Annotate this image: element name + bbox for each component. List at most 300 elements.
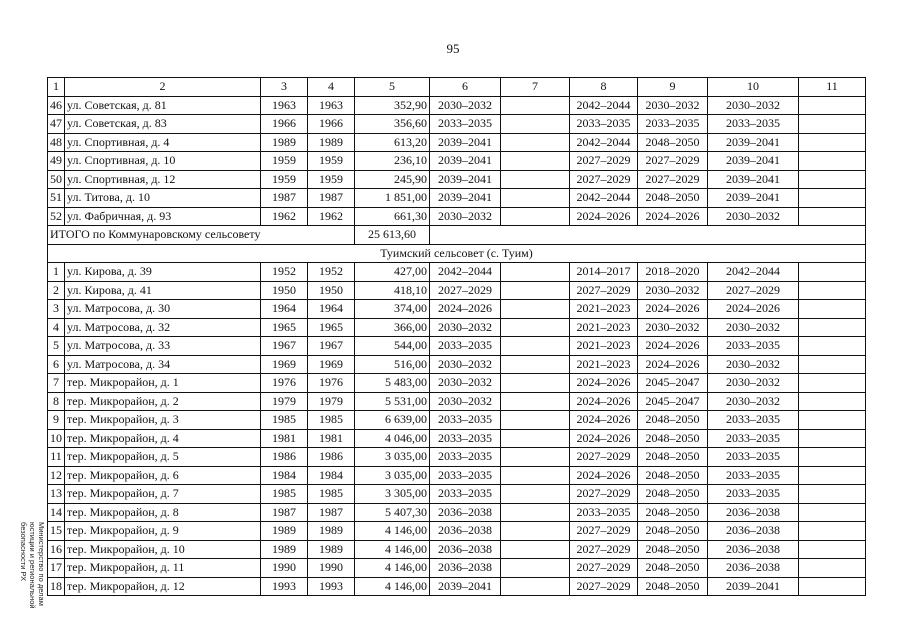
period-col10-cell: 2030–2032 <box>708 355 799 374</box>
row-number-cell: 16 <box>48 540 65 559</box>
period-col11-cell <box>799 522 866 541</box>
period-col9-cell: 2048–2050 <box>638 522 708 541</box>
row-number-cell: 52 <box>48 207 65 226</box>
period-col6-cell: 2042–2044 <box>430 263 501 282</box>
period-col7-cell <box>501 355 570 374</box>
period-col9-cell: 2030–2032 <box>638 96 708 115</box>
period-col7-cell <box>501 170 570 189</box>
period-col7-cell <box>501 207 570 226</box>
area-cell: 3 035,00 <box>355 466 430 485</box>
row-number-cell: 1 <box>48 263 65 282</box>
period-col6-cell: 2036–2038 <box>430 522 501 541</box>
period-col9-cell: 2048–2050 <box>638 429 708 448</box>
area-cell: 4 146,00 <box>355 559 430 578</box>
period-col7-cell <box>501 189 570 208</box>
period-col7-cell <box>501 429 570 448</box>
table-row <box>48 485 866 504</box>
period-col11-cell <box>799 466 866 485</box>
table-row <box>48 577 866 596</box>
area-cell: 1 851,00 <box>355 189 430 208</box>
period-col9-cell: 2027–2029 <box>638 152 708 171</box>
row-number-cell: 13 <box>48 485 65 504</box>
table-row <box>48 448 866 467</box>
period-col9-cell: 2024–2026 <box>638 337 708 356</box>
row-number-cell: 48 <box>48 133 65 152</box>
period-col6-cell: 2039–2041 <box>430 170 501 189</box>
period-col10-cell: 2030–2032 <box>708 374 799 393</box>
year-commissioned-cell: 1985 <box>308 411 355 430</box>
period-col7-cell <box>501 374 570 393</box>
address-cell: тер. Микрорайон, д. 5 <box>65 448 261 467</box>
address-cell: тер. Микрорайон, д. 12 <box>65 577 261 596</box>
period-col8-cell: 2027–2029 <box>570 522 638 541</box>
period-col10-cell: 2033–2035 <box>708 485 799 504</box>
table-row <box>48 263 866 282</box>
period-col7-cell <box>501 577 570 596</box>
address-cell: ул. Кирова, д. 39 <box>65 263 261 282</box>
period-col6-cell: 2030–2032 <box>430 96 501 115</box>
year-built-cell: 1976 <box>261 374 308 393</box>
row-number-cell: 6 <box>48 355 65 374</box>
period-col10-cell: 2036–2038 <box>708 503 799 522</box>
address-cell: тер. Микрорайон, д. 4 <box>65 429 261 448</box>
table-row <box>48 189 866 208</box>
year-built-cell: 1964 <box>261 300 308 319</box>
col-header-3: 3 <box>261 78 308 97</box>
col-header-4: 4 <box>308 78 355 97</box>
area-cell: 418,10 <box>355 281 430 300</box>
year-commissioned-cell: 1963 <box>308 96 355 115</box>
year-built-cell: 1989 <box>261 133 308 152</box>
period-col8-cell: 2024–2026 <box>570 374 638 393</box>
address-cell: ул. Советская, д. 81 <box>65 96 261 115</box>
address-cell: тер. Микрорайон, д. 9 <box>65 522 261 541</box>
period-col6-cell: 2033–2035 <box>430 448 501 467</box>
row-number-cell: 18 <box>48 577 65 596</box>
period-col8-cell: 2024–2026 <box>570 429 638 448</box>
area-cell: 4 146,00 <box>355 577 430 596</box>
period-col8-cell: 2024–2026 <box>570 466 638 485</box>
period-col10-cell: 2030–2032 <box>708 96 799 115</box>
table-row <box>48 133 866 152</box>
period-col7-cell <box>501 448 570 467</box>
period-col7-cell <box>501 540 570 559</box>
period-col7-cell <box>501 392 570 411</box>
year-commissioned-cell: 1976 <box>308 374 355 393</box>
row-number-cell: 14 <box>48 503 65 522</box>
table-row <box>48 559 866 578</box>
period-col11-cell <box>799 392 866 411</box>
table-row <box>48 374 866 393</box>
period-col11-cell <box>799 318 866 337</box>
year-commissioned-cell: 1990 <box>308 559 355 578</box>
row-number-cell: 2 <box>48 281 65 300</box>
section-title-row <box>48 244 866 263</box>
period-col10-cell: 2033–2035 <box>708 466 799 485</box>
period-col8-cell: 2021–2023 <box>570 318 638 337</box>
period-col8-cell: 2021–2023 <box>570 355 638 374</box>
period-col7-cell <box>501 115 570 134</box>
period-col11-cell <box>799 281 866 300</box>
row-number-cell: 3 <box>48 300 65 319</box>
area-cell: 661,30 <box>355 207 430 226</box>
period-col6-cell: 2036–2038 <box>430 503 501 522</box>
col-header-11: 11 <box>799 78 866 97</box>
year-commissioned-cell: 1966 <box>308 115 355 134</box>
period-col7-cell <box>501 152 570 171</box>
table-row <box>48 300 866 319</box>
period-col10-cell: 2039–2041 <box>708 577 799 596</box>
table-row <box>48 115 866 134</box>
year-built-cell: 1963 <box>261 96 308 115</box>
period-col8-cell: 2042–2044 <box>570 96 638 115</box>
period-col6-cell: 2033–2035 <box>430 411 501 430</box>
period-col9-cell: 2045–2047 <box>638 392 708 411</box>
address-cell: ул. Спортивная, д. 12 <box>65 170 261 189</box>
period-col7-cell <box>501 411 570 430</box>
period-col11-cell <box>799 189 866 208</box>
period-col9-cell: 2027–2029 <box>638 170 708 189</box>
stamp-line-3: безопасности РХ <box>19 522 28 582</box>
year-built-cell: 1952 <box>261 263 308 282</box>
year-built-cell: 1966 <box>261 115 308 134</box>
period-col6-cell: 2039–2041 <box>430 577 501 596</box>
col-header-7: 7 <box>501 78 570 97</box>
table-row <box>48 318 866 337</box>
period-col9-cell: 2048–2050 <box>638 411 708 430</box>
year-commissioned-cell: 1962 <box>308 207 355 226</box>
year-commissioned-cell: 1967 <box>308 337 355 356</box>
period-col10-cell: 2039–2041 <box>708 152 799 171</box>
period-col6-cell: 2036–2038 <box>430 559 501 578</box>
period-col9-cell: 2048–2050 <box>638 559 708 578</box>
year-built-cell: 1985 <box>261 411 308 430</box>
period-col7-cell <box>501 522 570 541</box>
period-col7-cell <box>501 133 570 152</box>
area-cell: 236,10 <box>355 152 430 171</box>
area-cell: 5 483,00 <box>355 374 430 393</box>
col-header-6: 6 <box>430 78 501 97</box>
area-cell: 374,00 <box>355 300 430 319</box>
row-number-cell: 5 <box>48 337 65 356</box>
stamp-text <box>19 522 46 632</box>
period-col9-cell: 2030–2032 <box>638 318 708 337</box>
row-number-cell: 4 <box>48 318 65 337</box>
period-col10-cell: 2039–2041 <box>708 170 799 189</box>
period-col7-cell <box>501 300 570 319</box>
stamp-line-1: Министерство по делам <box>37 522 46 606</box>
period-col7-cell <box>501 503 570 522</box>
year-built-cell: 1967 <box>261 337 308 356</box>
section-title: Туимский сельсовет (с. Туим) <box>48 244 866 263</box>
period-col9-cell: 2048–2050 <box>638 466 708 485</box>
year-built-cell: 1990 <box>261 559 308 578</box>
period-col8-cell: 2027–2029 <box>570 559 638 578</box>
area-cell: 5 407,30 <box>355 503 430 522</box>
address-cell: тер. Микрорайон, д. 8 <box>65 503 261 522</box>
period-col8-cell: 2027–2029 <box>570 281 638 300</box>
period-col10-cell: 2039–2041 <box>708 133 799 152</box>
address-cell: тер. Микрорайон, д. 6 <box>65 466 261 485</box>
area-cell: 544,00 <box>355 337 430 356</box>
period-col9-cell: 2030–2032 <box>638 281 708 300</box>
period-col11-cell <box>799 152 866 171</box>
address-cell: ул. Матросова, д. 30 <box>65 300 261 319</box>
row-number-cell: 8 <box>48 392 65 411</box>
year-commissioned-cell: 1964 <box>308 300 355 319</box>
period-col8-cell: 2021–2023 <box>570 337 638 356</box>
period-col11-cell <box>799 96 866 115</box>
address-cell: тер. Микрорайон, д. 1 <box>65 374 261 393</box>
period-col9-cell: 2045–2047 <box>638 374 708 393</box>
year-built-cell: 1989 <box>261 522 308 541</box>
registration-stamp <box>10 522 46 632</box>
year-built-cell: 1979 <box>261 392 308 411</box>
period-col8-cell: 2042–2044 <box>570 189 638 208</box>
period-col11-cell <box>799 411 866 430</box>
period-col10-cell: 2027–2029 <box>708 281 799 300</box>
period-col11-cell <box>799 429 866 448</box>
row-number-cell: 49 <box>48 152 65 171</box>
period-col7-cell <box>501 559 570 578</box>
row-number-cell: 10 <box>48 429 65 448</box>
area-cell: 4 146,00 <box>355 522 430 541</box>
period-col7-cell <box>501 263 570 282</box>
row-number-cell: 15 <box>48 522 65 541</box>
period-col8-cell: 2027–2029 <box>570 448 638 467</box>
year-commissioned-cell: 1965 <box>308 318 355 337</box>
period-col10-cell: 2024–2026 <box>708 300 799 319</box>
row-number-cell: 9 <box>48 411 65 430</box>
area-cell: 516,00 <box>355 355 430 374</box>
address-cell: ул. Матросова, д. 34 <box>65 355 261 374</box>
year-commissioned-cell: 1986 <box>308 448 355 467</box>
address-cell: ул. Советская, д. 83 <box>65 115 261 134</box>
period-col6-cell: 2030–2032 <box>430 207 501 226</box>
address-cell: тер. Микрорайон, д. 11 <box>65 559 261 578</box>
address-cell: ул. Спортивная, д. 4 <box>65 133 261 152</box>
table-row <box>48 152 866 171</box>
year-commissioned-cell: 1979 <box>308 392 355 411</box>
address-cell: тер. Микрорайон, д. 10 <box>65 540 261 559</box>
period-col8-cell: 2027–2029 <box>570 170 638 189</box>
period-col10-cell: 2033–2035 <box>708 429 799 448</box>
col-header-2: 2 <box>65 78 261 97</box>
period-col10-cell: 2030–2032 <box>708 392 799 411</box>
area-cell: 356,60 <box>355 115 430 134</box>
row-number-cell: 11 <box>48 448 65 467</box>
table-row <box>48 281 866 300</box>
period-col8-cell: 2024–2026 <box>570 392 638 411</box>
stamp-line-2: юстиции и региональной <box>28 522 37 609</box>
period-col11-cell <box>799 448 866 467</box>
year-built-cell: 1989 <box>261 540 308 559</box>
table-row <box>48 466 866 485</box>
year-built-cell: 1985 <box>261 485 308 504</box>
period-col10-cell: 2033–2035 <box>708 337 799 356</box>
year-commissioned-cell: 1989 <box>308 522 355 541</box>
period-col6-cell: 2033–2035 <box>430 115 501 134</box>
period-col9-cell: 2048–2050 <box>638 503 708 522</box>
period-col6-cell: 2033–2035 <box>430 485 501 504</box>
row-number-cell: 7 <box>48 374 65 393</box>
period-col9-cell: 2024–2026 <box>638 355 708 374</box>
period-col6-cell: 2030–2032 <box>430 392 501 411</box>
period-col10-cell: 2036–2038 <box>708 559 799 578</box>
address-cell: ул. Матросова, д. 32 <box>65 318 261 337</box>
period-col8-cell: 2024–2026 <box>570 207 638 226</box>
period-col10-cell: 2033–2035 <box>708 115 799 134</box>
period-col9-cell: 2024–2026 <box>638 300 708 319</box>
year-commissioned-cell: 1969 <box>308 355 355 374</box>
period-col11-cell <box>799 263 866 282</box>
period-col6-cell: 2033–2035 <box>430 466 501 485</box>
period-col11-cell <box>799 300 866 319</box>
period-col10-cell: 2030–2032 <box>708 207 799 226</box>
year-built-cell: 1962 <box>261 207 308 226</box>
table-row <box>48 392 866 411</box>
area-cell: 352,90 <box>355 96 430 115</box>
year-built-cell: 1981 <box>261 429 308 448</box>
period-col8-cell: 2027–2029 <box>570 540 638 559</box>
table-row <box>48 411 866 430</box>
period-col11-cell <box>799 115 866 134</box>
year-built-cell: 1965 <box>261 318 308 337</box>
period-col8-cell: 2027–2029 <box>570 485 638 504</box>
period-col9-cell: 2048–2050 <box>638 577 708 596</box>
table-row <box>48 355 866 374</box>
period-col6-cell: 2033–2035 <box>430 337 501 356</box>
table-row <box>48 540 866 559</box>
period-col10-cell: 2033–2035 <box>708 411 799 430</box>
area-cell: 3 305,00 <box>355 485 430 504</box>
area-cell: 4 146,00 <box>355 540 430 559</box>
period-col9-cell: 2048–2050 <box>638 133 708 152</box>
period-col11-cell <box>799 485 866 504</box>
period-col6-cell: 2024–2026 <box>430 300 501 319</box>
period-col9-cell: 2048–2050 <box>638 540 708 559</box>
period-col11-cell <box>799 559 866 578</box>
table-row <box>48 337 866 356</box>
col-header-9: 9 <box>638 78 708 97</box>
period-col10-cell: 2036–2038 <box>708 540 799 559</box>
table-row <box>48 207 866 226</box>
period-col6-cell: 2027–2029 <box>430 281 501 300</box>
total-label: ИТОГО по Коммунаровскому сельсовету <box>48 226 355 245</box>
year-commissioned-cell: 1989 <box>308 540 355 559</box>
row-number-cell: 12 <box>48 466 65 485</box>
area-cell: 6 639,00 <box>355 411 430 430</box>
year-built-cell: 1959 <box>261 170 308 189</box>
address-cell: тер. Микрорайон, д. 7 <box>65 485 261 504</box>
year-commissioned-cell: 1987 <box>308 503 355 522</box>
col-header-8: 8 <box>570 78 638 97</box>
total-row <box>48 226 866 245</box>
period-col10-cell: 2033–2035 <box>708 448 799 467</box>
period-col6-cell: 2030–2032 <box>430 355 501 374</box>
col-header-5: 5 <box>355 78 430 97</box>
table-row <box>48 522 866 541</box>
period-col6-cell: 2039–2041 <box>430 133 501 152</box>
year-commissioned-cell: 1987 <box>308 189 355 208</box>
period-col7-cell <box>501 281 570 300</box>
period-col7-cell <box>501 96 570 115</box>
period-col8-cell: 2024–2026 <box>570 411 638 430</box>
year-built-cell: 1987 <box>261 189 308 208</box>
row-number-cell: 50 <box>48 170 65 189</box>
housing-register-table <box>47 77 866 596</box>
period-col8-cell: 2027–2029 <box>570 152 638 171</box>
period-col11-cell <box>799 337 866 356</box>
year-built-cell: 1984 <box>261 466 308 485</box>
column-number-header-row <box>48 78 866 97</box>
period-col8-cell: 2042–2044 <box>570 133 638 152</box>
period-col6-cell: 2036–2038 <box>430 540 501 559</box>
row-number-cell: 51 <box>48 189 65 208</box>
table-row <box>48 170 866 189</box>
year-built-cell: 1987 <box>261 503 308 522</box>
area-cell: 613,20 <box>355 133 430 152</box>
year-built-cell: 1969 <box>261 355 308 374</box>
address-cell: ул. Титова, д. 10 <box>65 189 261 208</box>
address-cell: ул. Матросова, д. 33 <box>65 337 261 356</box>
address-cell: ул. Фабричная, д. 93 <box>65 207 261 226</box>
period-col11-cell <box>799 374 866 393</box>
row-number-cell: 46 <box>48 96 65 115</box>
period-col11-cell <box>799 133 866 152</box>
period-col10-cell: 2039–2041 <box>708 189 799 208</box>
period-col7-cell <box>501 466 570 485</box>
period-col8-cell: 2027–2029 <box>570 577 638 596</box>
table-body <box>48 78 866 596</box>
area-cell: 4 046,00 <box>355 429 430 448</box>
period-col9-cell: 2048–2050 <box>638 189 708 208</box>
year-commissioned-cell: 1981 <box>308 429 355 448</box>
year-built-cell: 1986 <box>261 448 308 467</box>
period-col9-cell: 2048–2050 <box>638 485 708 504</box>
year-commissioned-cell: 1959 <box>308 152 355 171</box>
period-col7-cell <box>501 337 570 356</box>
period-col6-cell: 2039–2041 <box>430 152 501 171</box>
total-value: 25 613,60 <box>355 226 430 245</box>
period-col9-cell: 2048–2050 <box>638 448 708 467</box>
col-header-1: 1 <box>48 78 65 97</box>
year-commissioned-cell: 1993 <box>308 577 355 596</box>
year-commissioned-cell: 1985 <box>308 485 355 504</box>
area-cell: 427,00 <box>355 263 430 282</box>
col-header-10: 10 <box>708 78 799 97</box>
year-commissioned-cell: 1950 <box>308 281 355 300</box>
period-col10-cell: 2036–2038 <box>708 522 799 541</box>
period-col6-cell: 2039–2041 <box>430 189 501 208</box>
area-cell: 5 531,00 <box>355 392 430 411</box>
year-commissioned-cell: 1952 <box>308 263 355 282</box>
area-cell: 245,90 <box>355 170 430 189</box>
row-number-cell: 17 <box>48 559 65 578</box>
period-col9-cell: 2018–2020 <box>638 263 708 282</box>
period-col11-cell <box>799 170 866 189</box>
period-col8-cell: 2033–2035 <box>570 115 638 134</box>
period-col8-cell: 2014–2017 <box>570 263 638 282</box>
period-col11-cell <box>799 577 866 596</box>
period-col11-cell <box>799 503 866 522</box>
address-cell: ул. Кирова, д. 41 <box>65 281 261 300</box>
table-row <box>48 96 866 115</box>
table-row <box>48 503 866 522</box>
period-col7-cell <box>501 318 570 337</box>
period-col11-cell <box>799 355 866 374</box>
page-number: 95 <box>446 41 460 56</box>
